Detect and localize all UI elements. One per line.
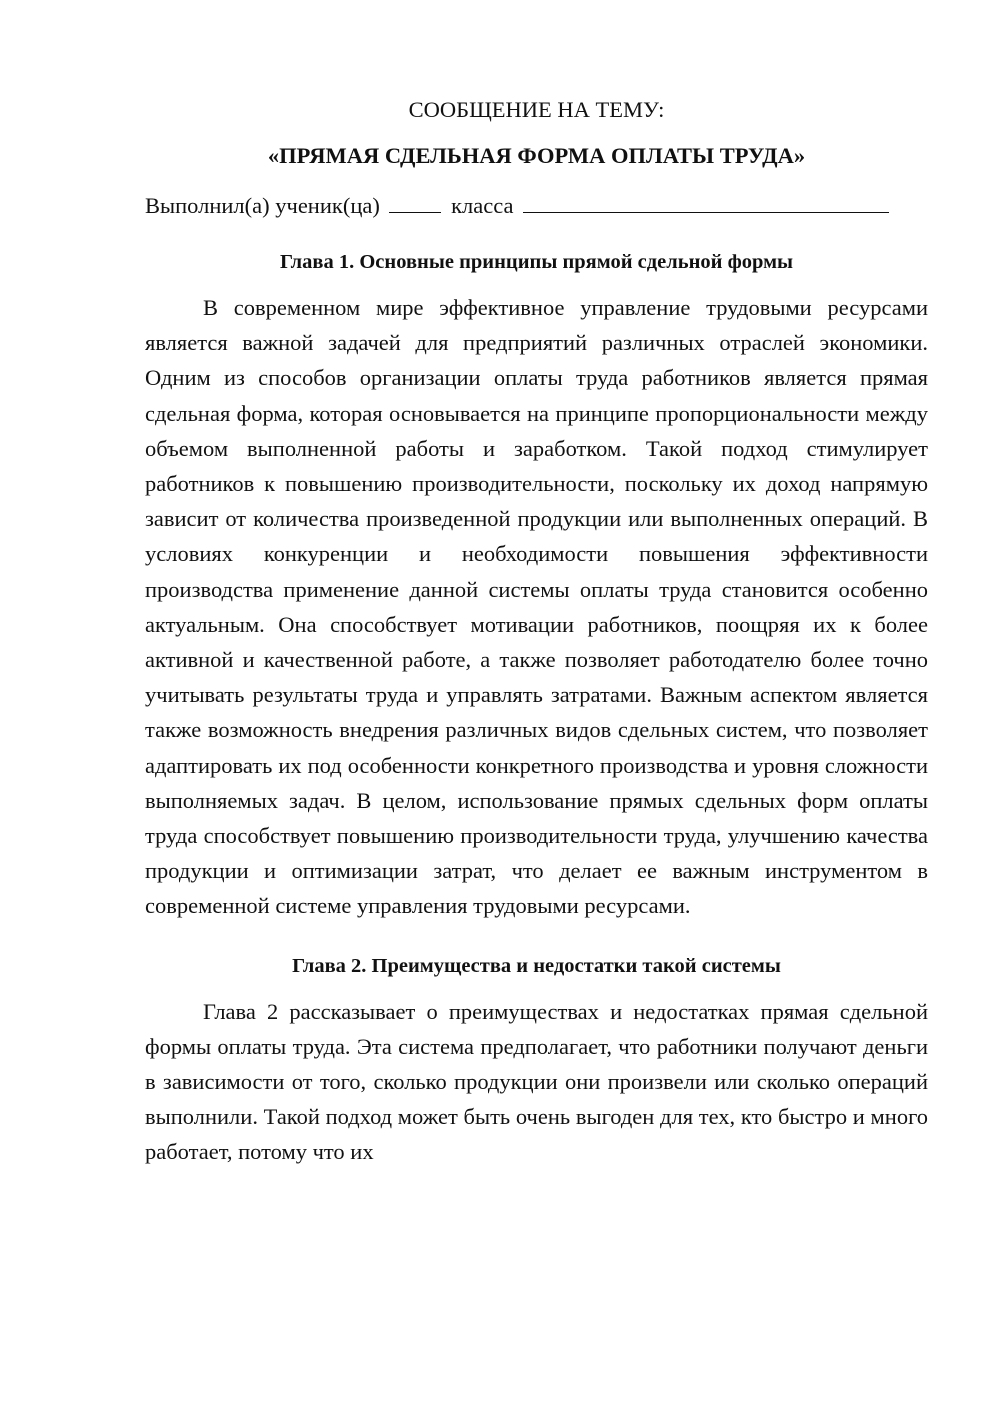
chapter-2-heading: Глава 2. Преимущества и недостатки такой системы: [292, 954, 781, 977]
name-blank: [523, 188, 889, 213]
author-line: [145, 188, 928, 224]
class-blank: [389, 188, 441, 213]
chapter-1-heading: Глава 1. Основные принципы прямой сдельной формы: [279, 251, 794, 273]
author-prefix: Выполнил(а) ученик(ца): [145, 193, 380, 218]
author-middle: класса: [451, 193, 514, 218]
document-header: СООБЩЕНИЕ НА ТЕМУ:: [408, 97, 665, 122]
document-title: «ПРЯМАЯ СДЕЛЬНАЯ ФОРМА ОПЛАТЫ ТРУДА»: [267, 143, 806, 168]
chapter-2-text: Глава 2 рассказывает о преимуществах и недостатках прямая сдельной формы оплаты труда. Эта система предполагает, что работники получают деньги в зависимости от того, сколько продукции они произвели или сколько операций выполнили. Такой подход может быть очень выгоден для тех, кто быстро и много работает, потому что их: [145, 998, 928, 1165]
chapter-1-text: В современном мире эффективное управление трудовыми ресурсами является важной задачей для предприятий различных отраслей экономики. Одним из способов организации оплаты труда работников является прямая сдельная форма, которая основывается на принципе пропорциональности между объемом выполненной работы и заработком. Такой подход стимулирует работников к повышению производительности, поскольку их доход напрямую зависит от количества произведенной продукции или выполненных операций. В условиях конкуренции и необходимости повышения эффективности производства применение данной системы оплаты труда становится особенно актуальным. Она способствует мотивации работников, поощряя их к более активной и качественной работе, а также позволяет работодателю более точно учитывать результаты труда и управлять затратами. Важным аспектом является также возможность внедрения различных видов сдельных систем, что позволяет адаптировать их под особенности конкретного производства и уровня сложности выполняемых задач. В целом, использование прямых сдельных форм оплаты труда способствует повышению производительности труда, улучшению качества продукции и оптимизации затрат, что делает ее важным инструментом в современной системе управления трудовыми ресурсами.: [145, 295, 928, 919]
document-body: [145, 92, 928, 1170]
